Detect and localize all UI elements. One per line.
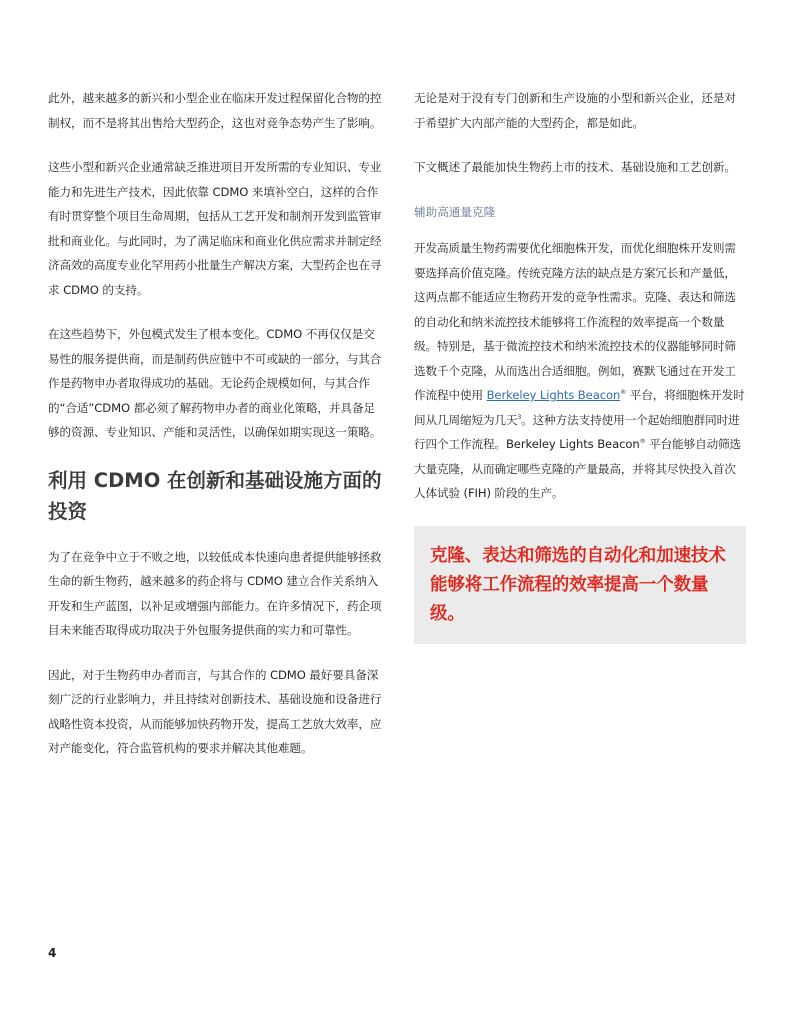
right-column <box>414 86 746 644</box>
left-column <box>48 86 384 781</box>
body-paragraph: 此外，越来越多的新兴和小型企业在临床开发过程保留化合物的控制权，而不是将其出售给大型药企，这也对竞争态势产生了影响。 <box>48 91 382 130</box>
body-paragraph: 为了在竞争中立于不败之地，以较低成本快速向患者提供能够拯救生命的新生物药，越来越多的药企将与 CDMO 建立合作关系纳入开发和生产蓝图，以补足或增强内部能力。在许多情况下，药企项目未来能否取得成功取决于外包服务提供商的实力和可靠性。 <box>48 549 382 637</box>
pull-quote: 克隆、表达和筛选的自动化和加速技术能够将工作流程的效率提高一个数量级。 <box>430 545 726 624</box>
registered-mark: ® <box>620 389 627 397</box>
body-paragraph: 在这些趋势下，外包模式发生了根本变化。CDMO 不再仅仅是交易性的服务提供商，而是制药供应链中不可或缺的一部分，与其合作是药物申办者取得成功的基础。无论药企规模如何，与其合作的“合适”CDMO 都必须了解药物申办者的商业化策略，并具备足够的资源、专业知识、产能和灵活性，以确保如期实现这一策略。 <box>48 327 382 439</box>
registered-mark: ® <box>639 438 646 446</box>
subheading: 辅助高通量克隆 <box>414 204 496 219</box>
body-paragraph: 因此，对于生物药申办者而言，与其合作的 CDMO 最好要具备深刻广泛的行业影响力，并且持续对创新技术、基础设施和设备进行战略性资本投资，从而能够加快药物开发，提高工艺放大效率，应对产能变化，符合监管机构的要求并解决其他难题。 <box>48 667 382 755</box>
body-paragraph: 无论是对于没有专门创新和生产设施的小型和新兴企业，还是对于希望扩大内部产能的大型药企，都是如此。 <box>414 91 736 130</box>
text-run: 开发高质量生物药需要优化细胞株开发，而优化细胞株开发则需要选择高价值克隆。传统克隆方法的缺点是方案冗长和产量低，这两点都不能适应生物药开发的竞争性需求。克隆、表达和筛选的自动化和纳米流控技术能够将工作流程的效率提高一个数量级。特别是，基于微流控技术和纳米流控技术的仪器能够同时筛选数千个克隆，从而选出合适细胞。例如，赛默飞通过在开发工作流程中使用 <box>414 241 736 402</box>
text-run: 平台能够自动筛选大量克隆，从而确定哪些克隆的产量最高，并将其尽快投入首次人体试验 (FIH) 阶段的生产。 <box>414 437 742 500</box>
text-run: 。这种方法支持使用一个起始细胞群同时进行四个工作流程。Berkeley Lights Beacon <box>414 412 740 451</box>
berkeley-lights-link[interactable]: Berkeley Lights Beacon <box>486 388 621 402</box>
body-paragraph: 这些小型和新兴企业通常缺乏推进项目开发所需的专业知识、专业能力和先进生产技术，因此依靠 CDMO 来填补空白，这样的合作有时贯穿整个项目生命周期，包括从工艺开发和制剂开发到监管审批和商业化。与此同时，为了满足临床和商业化供应需求并制定经济高效的高度专业化罕用药小批量生产解决方案，大型药企也在寻求 CDMO 的支持。 <box>48 160 382 297</box>
section-heading: 利用 CDMO 在创新和基础设施方面的投资 <box>48 468 382 523</box>
pull-quote-box <box>414 526 746 644</box>
text-run: 平台，将细胞株开发时间从几周缩短为几天 <box>414 388 745 427</box>
body-paragraph <box>414 236 746 506</box>
body-paragraph: 下文概述了最能加快生物药上市的技术、基础设施和工艺创新。 <box>414 160 736 174</box>
page-number: 4 <box>48 946 57 960</box>
footnote-ref: 3 <box>517 413 522 421</box>
